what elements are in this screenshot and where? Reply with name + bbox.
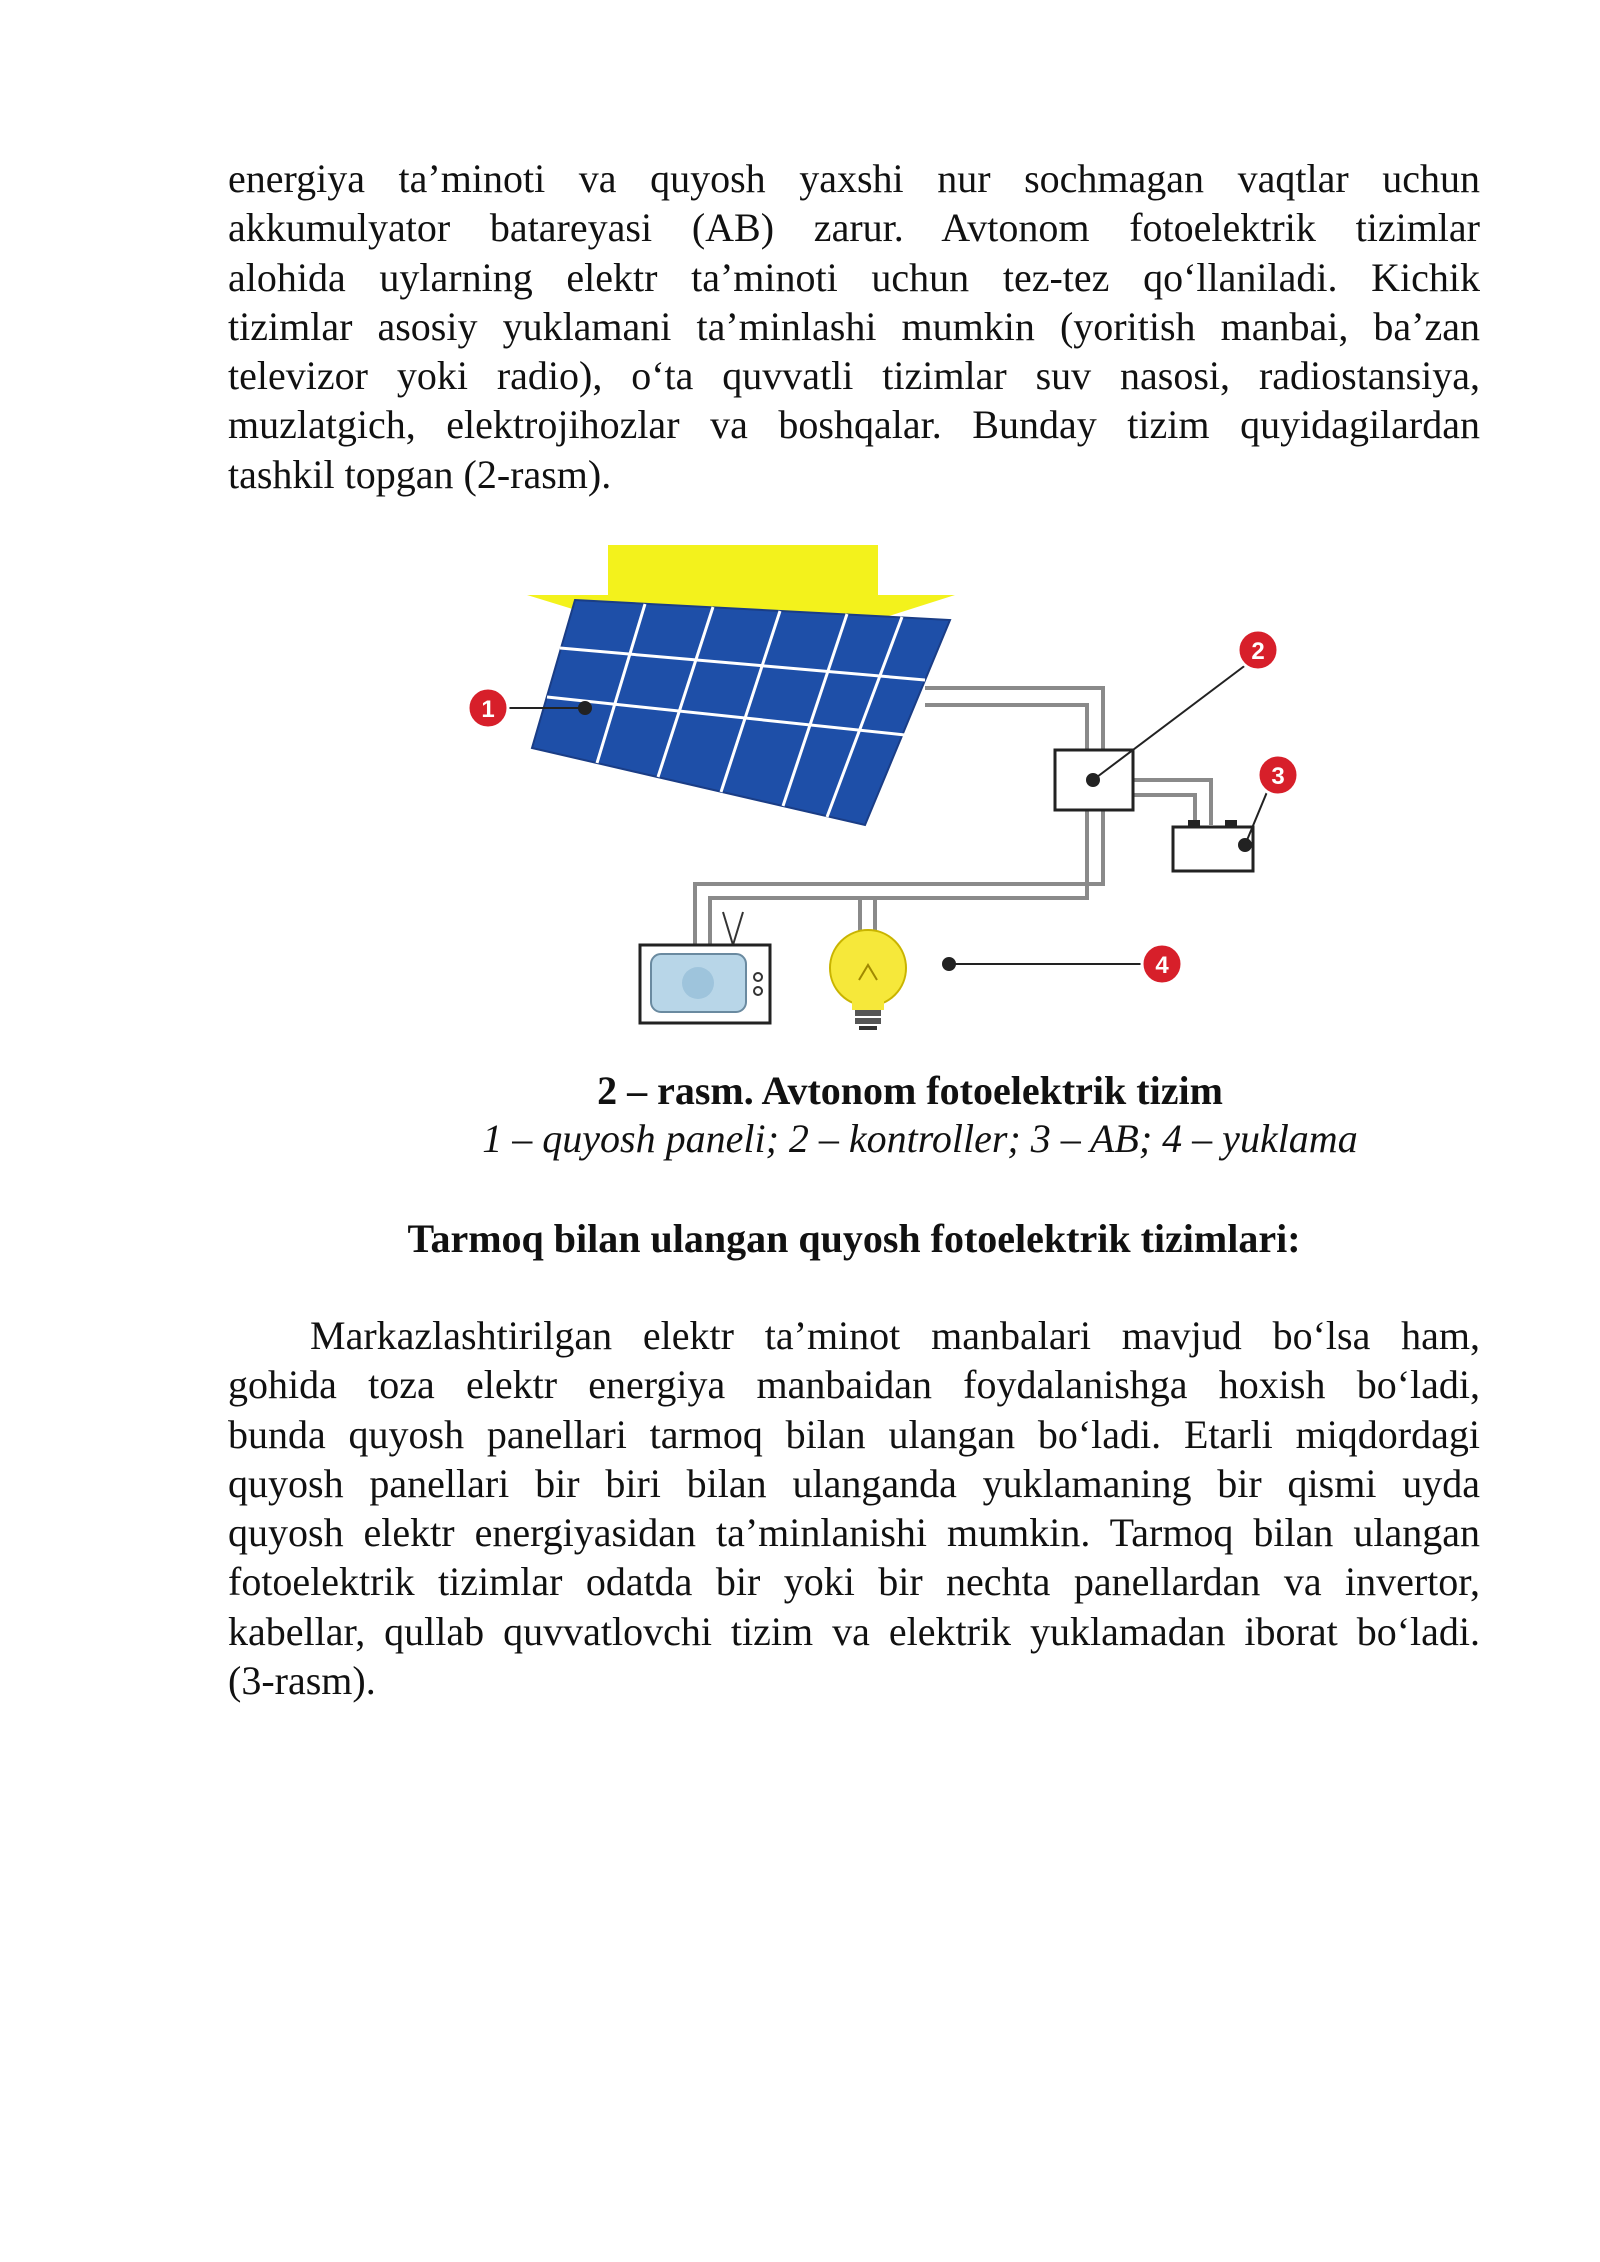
leader-dot	[579, 702, 591, 714]
marker-4	[1142, 944, 1182, 984]
svg-text:2: 2	[1251, 638, 1265, 665]
solar-panel-icon	[532, 600, 950, 825]
paragraph-line: tashkil topgan (2-rasm).	[228, 451, 612, 497]
tv-icon	[640, 912, 770, 1023]
paragraph-line: gohida toza elektr energiya manbaidan foydalanishga hoxish bo‘ladi,	[228, 1362, 1480, 1408]
paragraph-line: (3-rasm).	[228, 1658, 376, 1704]
marker-2	[1238, 630, 1278, 670]
paragraph-line: bunda quyosh panellari tarmoq bilan ulangan bo‘ladi. Etarli miqdordagi	[228, 1411, 1480, 1457]
paragraph-line: alohida uylarning elektr ta’minoti uchun tez-tez qo‘llaniladi. Kichik	[228, 254, 1480, 300]
paragraph-line: quyosh panellari bir biri bilan ulanganda yuklamaning bir qismi uyda	[228, 1460, 1480, 1506]
paragraph-1	[228, 154, 1480, 499]
svg-text:3: 3	[1271, 763, 1285, 790]
autonomous-pv-system-figure	[455, 540, 1325, 1030]
figure-caption-legend: 1 – quyosh paneli; 2 – kontroller; 3 – AB; 4 – yuklama	[482, 1116, 1358, 1161]
paragraph-line: Markazlashtirilgan elektr ta’minot manbalari mavjud bo‘lsa ham,	[310, 1313, 1480, 1358]
paragraph-line: energiya ta’minoti va quyosh yaxshi nur sochmagan vaqtlar uchun	[228, 156, 1480, 201]
lightbulb-icon	[830, 930, 906, 1030]
paragraph-2	[228, 1311, 1480, 1705]
paragraph-line: televizor yoki radio), o‘ta quvvatli tizimlar suv nasosi, radiostansiya,	[228, 353, 1480, 399]
svg-text:1: 1	[481, 696, 495, 723]
leader-dot	[1087, 774, 1099, 786]
leader-dot	[1239, 839, 1251, 851]
leader-dot	[943, 958, 955, 970]
paragraph-line: quyosh elektr energiyasidan ta’minlanishi mumkin. Tarmoq bilan ulangan	[228, 1510, 1480, 1556]
paragraph-line: kabellar, qullab quvvatlovchi tizim va elektrik yuklamadan iborat bo‘ladi.	[228, 1608, 1480, 1654]
marker-1	[468, 688, 508, 728]
svg-text:4: 4	[1155, 952, 1169, 979]
paragraph-line: muzlatgich, elektrojihozlar va boshqalar. Bunday tizim quyidagilardan	[228, 402, 1480, 448]
paragraph-line: tizimlar asosiy yuklamani ta’minlashi mumkin (yoritish manbai, ba’zan	[228, 303, 1480, 349]
section-heading: Tarmoq bilan ulangan quyosh fotoelektrik tizimlari:	[407, 1216, 1301, 1261]
figure-caption-title: 2 – rasm. Avtonom fotoelektrik tizim	[597, 1068, 1223, 1113]
marker-3	[1258, 755, 1298, 795]
paragraph-line: akkumulyator batareyasi (AB) zarur. Avtonom fotoelektrik tizimlar	[228, 205, 1480, 251]
paragraph-line: fotoelektrik tizimlar odatda bir yoki bir nechta panellardan va invertor,	[228, 1559, 1480, 1605]
